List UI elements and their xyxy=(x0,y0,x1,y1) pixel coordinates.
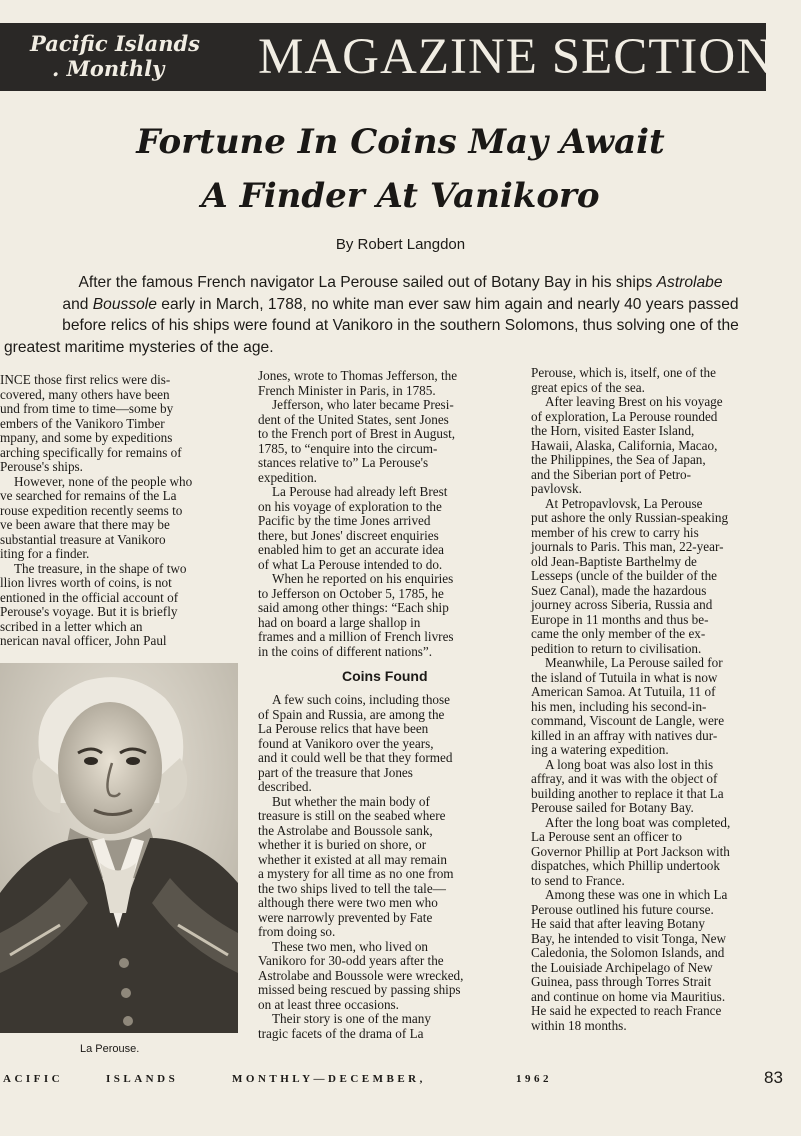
text-line: affray, and it was with the object of xyxy=(531,771,718,786)
intro-line: and Boussole early in March, 1788, no white man ever saw him again and nearly 40 years passed xyxy=(62,295,739,313)
portrait-caption: La Perouse. xyxy=(80,1043,140,1055)
masthead-banner xyxy=(0,23,775,91)
text-line: the Horn, visited Easter Island, xyxy=(531,423,695,438)
text-line: A long boat was also lost in this xyxy=(545,756,714,772)
brand-line-2: . Monthly xyxy=(52,56,165,81)
intro-paragraph xyxy=(0,272,801,358)
text-line: Guinea, pass through Torres Strait xyxy=(531,974,712,989)
text-line: Suez Canal), made the hazardous xyxy=(531,582,707,598)
text-line: Perouse's ships. xyxy=(0,459,83,474)
text-line: At Petropavlovsk, La Perouse xyxy=(545,495,703,511)
text-line: put ashore the only Russian-speaking xyxy=(531,510,729,525)
text-line: to the French port of Brest in August, xyxy=(258,426,456,441)
text-line: and it could well be that they formed xyxy=(258,750,453,765)
text-line: frames and a million of French livres xyxy=(258,629,454,644)
text-line: 1785, to “enquire into the circum- xyxy=(258,440,438,456)
article-column-1 xyxy=(0,373,192,649)
portrait-image xyxy=(0,663,238,1033)
text-line: iting for a finder. xyxy=(0,546,90,561)
text-line: Their story is one of the many xyxy=(272,1011,431,1026)
text-line: had on board a large shallop in xyxy=(258,614,421,630)
text-line: After leaving Brest on his voyage xyxy=(545,394,723,409)
text-line: found at Vanikoro over the years, xyxy=(258,735,434,751)
text-line: pavlovsk. xyxy=(531,481,582,496)
text-line: These two men, who lived on xyxy=(272,938,429,954)
text-line: dispatches, which Phillip undertook xyxy=(531,858,720,873)
footer-year: 1962 xyxy=(516,1073,552,1085)
text-line: Lesseps (uncle of the builder of the xyxy=(531,568,718,583)
text-line: stances relative to” La Perouse's xyxy=(258,455,429,470)
text-line: within 18 months. xyxy=(531,1017,627,1033)
section-title: MAGAZINE SECTION xyxy=(258,29,775,85)
text-line: rouse expedition recently seems to xyxy=(0,502,183,518)
text-line: Perouse's voyage. But it is briefly xyxy=(0,604,178,619)
text-line: although there were two men who xyxy=(258,895,438,910)
text-line: on his voyage of exploration to the xyxy=(258,498,442,514)
text-line: But whether the main body of xyxy=(272,793,430,809)
text-line: Vanikoro for 30-odd years after the xyxy=(258,953,444,968)
text-line: and continue on home via Mauritius. xyxy=(531,988,726,1004)
article-column-3 xyxy=(531,366,730,1033)
text-line: enabled him to get an accurate idea xyxy=(258,542,444,557)
text-line: the two ships lived to tell the tale— xyxy=(258,880,446,896)
text-line: French Minister in Paris, in 1785. xyxy=(258,382,436,398)
text-line: and the Siberian port of Petro- xyxy=(531,466,692,482)
text-line: A few such coins, including those xyxy=(272,692,451,707)
text-line: Astrolabe and Boussole were wrecked, xyxy=(258,967,464,983)
text-line: Among these was one in which La xyxy=(545,887,728,902)
text-line: covered, many others have been xyxy=(0,386,170,402)
text-line: were narrowly prevented by Fate xyxy=(258,909,433,925)
text-line: from doing so. xyxy=(258,924,336,939)
text-line: ve been aware that there may be xyxy=(0,517,170,532)
text-line: a mystery for all time as no one from xyxy=(258,866,454,881)
text-line: When he reported on his enquiries xyxy=(272,571,454,586)
text-line: to Jefferson on October 5, 1785, he xyxy=(258,585,444,601)
text-line: old Jean-Baptiste Barthelmy de xyxy=(531,553,697,569)
intro-line: greatest maritime mysteries of the age. xyxy=(4,338,274,356)
text-line: Meanwhile, La Perouse sailed for xyxy=(545,655,723,670)
text-line: entioned in the official account of xyxy=(0,589,179,605)
text-line: Jefferson, who later became Presi- xyxy=(272,397,454,412)
text-line: the Louisiade Archipelago of New xyxy=(531,959,713,975)
text-line: Pacific by the time Jones arrived xyxy=(258,513,431,528)
byline: By Robert Langdon xyxy=(335,236,466,253)
text-line: whether it is buried on shore, or xyxy=(258,837,427,852)
text-line: Europe in 11 months and thus be- xyxy=(531,611,709,627)
text-line: the Astrolabe and Boussole sank, xyxy=(258,822,433,838)
text-line: La Perouse had already left Brest xyxy=(272,484,448,499)
text-line: Caledonia, the Solomon Islands, and xyxy=(531,945,725,960)
text-line: the Philippines, the Sea of Japan, xyxy=(531,452,706,467)
intro-line: before relics of his ships were found at Vanikoro in the southern Solomons, thus solving one of the xyxy=(62,317,739,334)
text-line: command, Viscount de Langle, were xyxy=(531,713,725,728)
article-title-line-1: Fortune In Coins May Await xyxy=(136,122,665,162)
text-line: embers of the Vanikoro Timber xyxy=(0,415,165,431)
text-line: tragic facets of the drama of La xyxy=(258,1025,424,1041)
magazine-brand xyxy=(30,31,200,81)
footer-monthly-date: MONTHLY—DECEMBER, xyxy=(232,1073,426,1085)
brand-line-1: Pacific Islands xyxy=(30,31,200,56)
text-line: substantial treasure at Vanikoro xyxy=(0,531,166,547)
text-line: Jones, wrote to Thomas Jefferson, the xyxy=(258,368,458,383)
column-2-top xyxy=(258,369,463,659)
text-line: journals to Paris. This man, 22-year- xyxy=(531,539,724,554)
column-2-bottom xyxy=(258,693,463,1041)
text-line: his men, including his second-in- xyxy=(531,698,707,714)
text-line: of exploration, La Perouse rounded xyxy=(531,408,718,424)
text-line: Perouse outlined his future course. xyxy=(531,901,714,917)
text-line: arching specifically for remains of xyxy=(0,444,182,460)
text-line: of what La Perouse intended to do. xyxy=(258,556,443,572)
article-column-2 xyxy=(258,369,463,1041)
text-line: He said that after leaving Botany xyxy=(531,916,705,931)
text-line: He said he expected to reach France xyxy=(531,1003,722,1018)
text-line: to send to France. xyxy=(531,872,625,888)
text-line: La Perouse relics that have been xyxy=(258,721,429,736)
article-title-line-2: A Finder At Vanikoro xyxy=(201,176,600,216)
text-line: came the only member of the ex- xyxy=(531,626,706,641)
text-line: INCE those first relics were dis- xyxy=(0,372,171,387)
text-line: pedition to return to civilisation. xyxy=(531,640,702,656)
text-line: ve searched for remains of the La xyxy=(0,488,177,503)
text-line: Bay, he intended to visit Tonga, New xyxy=(531,930,727,946)
text-line: Hawaii, Alaska, California, Macao, xyxy=(531,437,718,453)
text-line: mpany, and some by expeditions xyxy=(0,430,173,445)
text-line: Perouse, which is, itself, one of the xyxy=(531,365,716,380)
text-line: American Samoa. At Tutuila, 11 of xyxy=(531,684,716,699)
text-line: on at least three occasions. xyxy=(258,996,399,1012)
footer-pacific: ACIFIC xyxy=(3,1073,64,1085)
footer-islands: ISLANDS xyxy=(106,1073,179,1085)
text-line: und from time to time—some by xyxy=(0,401,174,416)
text-line: ing a watering expedition. xyxy=(531,742,669,757)
text-line: The treasure, in the shape of two xyxy=(14,560,187,576)
text-line: said among other things: “Each ship xyxy=(258,600,449,615)
text-line: the island of Tutuila in what is now xyxy=(531,669,718,685)
page-number: 83 xyxy=(764,1068,783,1087)
text-line: Governor Phillip at Port Jackson with xyxy=(531,843,730,859)
text-line: La Perouse sent an officer to xyxy=(531,829,682,844)
text-line: Perouse sailed for Botany Bay. xyxy=(531,800,694,815)
text-line: After the long boat was completed, xyxy=(545,814,731,830)
text-line: part of the treasure that Jones xyxy=(258,764,413,780)
text-line: treasure is still on the seabed where xyxy=(258,808,446,823)
text-line: killed in an affray with natives dur- xyxy=(531,727,718,743)
text-line: building another to replace it that La xyxy=(531,785,724,801)
text-line: missed being rescued by passing ships xyxy=(258,982,461,997)
text-line: scribed in a letter which an xyxy=(0,618,143,634)
intro-line: After the famous French navigator La Perouse sailed out of Botany Bay in his ships Astrolabe xyxy=(78,274,723,291)
subheading: Coins Found xyxy=(342,668,428,684)
text-line: great epics of the sea. xyxy=(531,379,645,395)
text-line: in the coins of different nations”. xyxy=(258,643,433,659)
text-line: nerican naval officer, John Paul xyxy=(0,633,167,648)
text-line: described. xyxy=(258,779,312,794)
text-line: there, but Jones' discreet enquiries xyxy=(258,527,439,543)
text-line: whether it existed at all may remain xyxy=(258,851,447,867)
text-line: llion livres worth of coins, is not xyxy=(0,575,172,590)
text-line: member of his crew to carry his xyxy=(531,524,699,540)
text-line: of Spain and Russia, are among the xyxy=(258,706,445,722)
text-line: journey across Siberia, Russia and xyxy=(531,597,713,612)
text-line: dent of the United States, sent Jones xyxy=(258,411,449,427)
text-line: However, none of the people who xyxy=(14,473,193,489)
text-line: expedition. xyxy=(258,469,317,485)
